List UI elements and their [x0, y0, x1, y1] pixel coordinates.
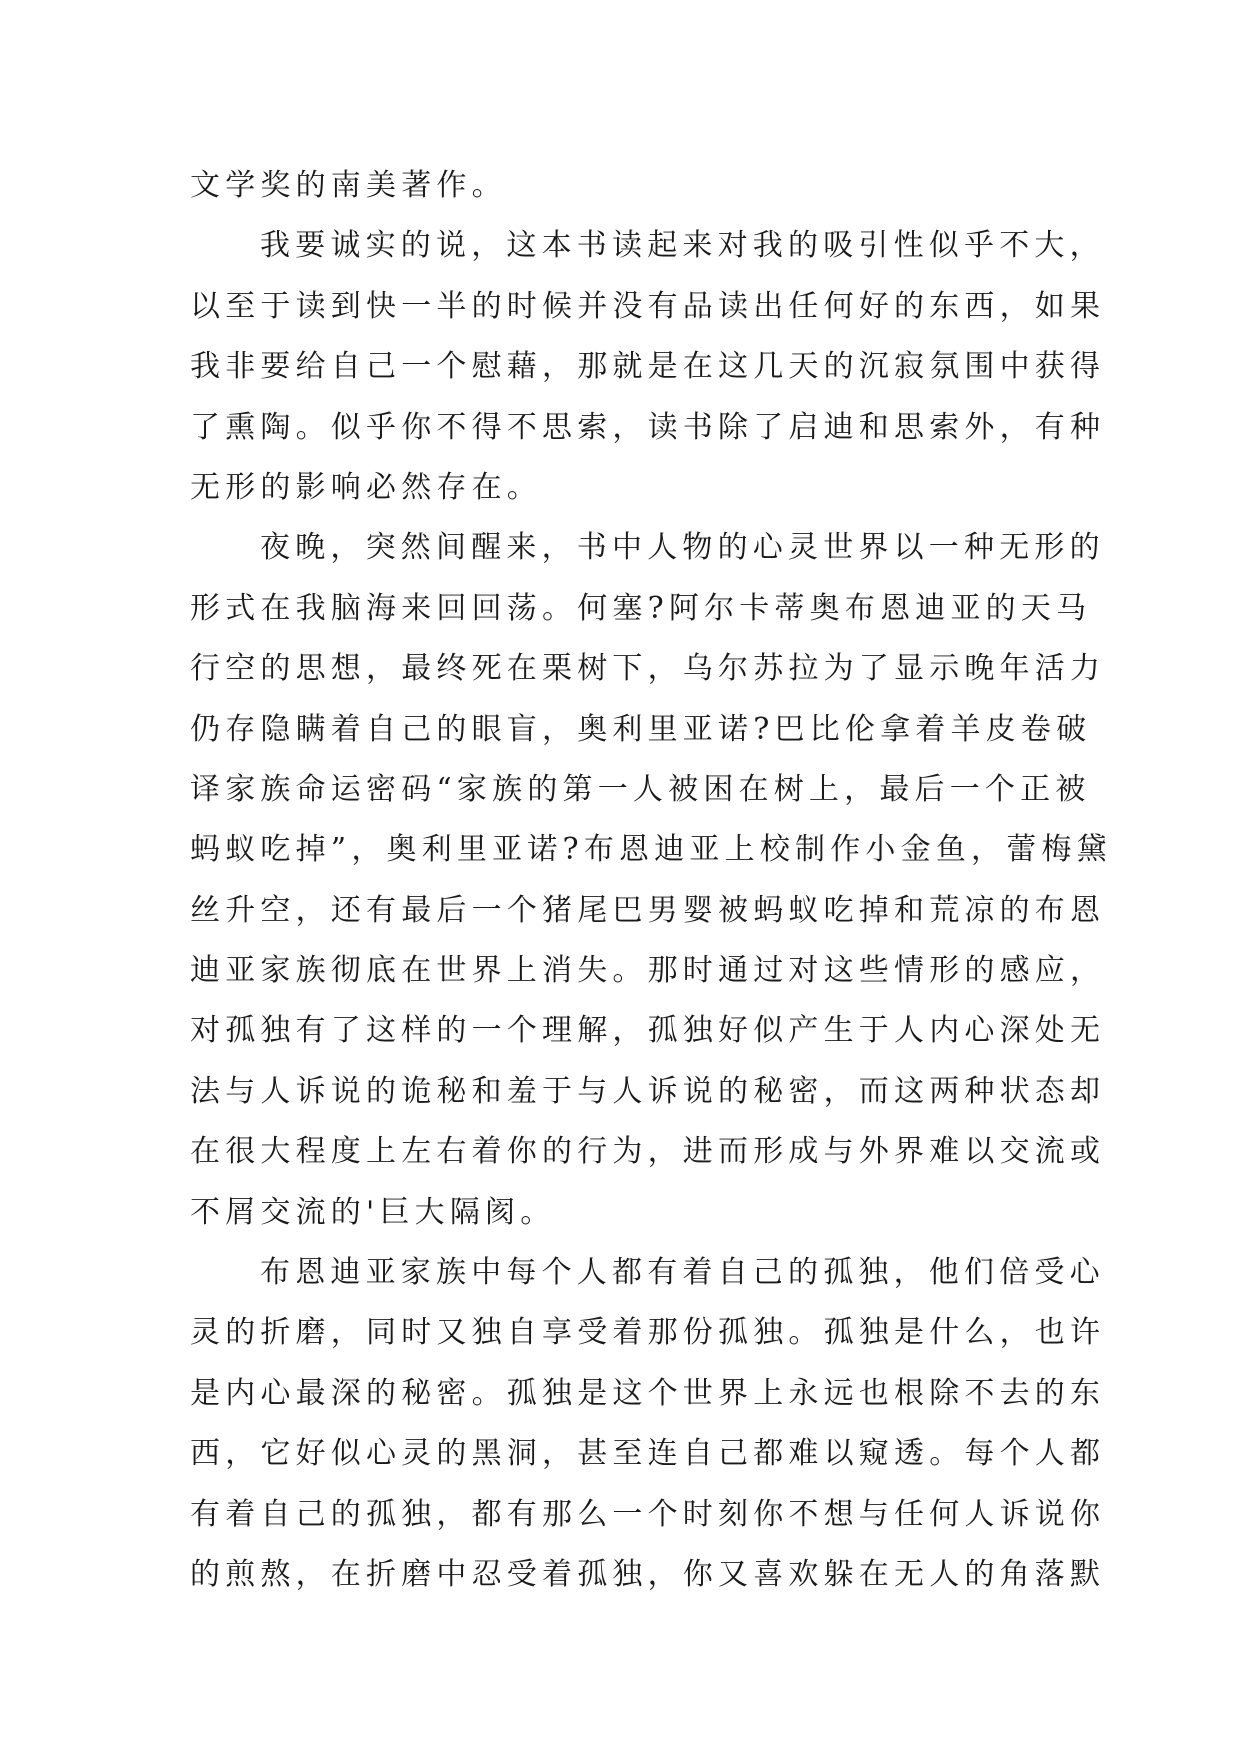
paragraph-first-line: 夜晚，突然间醒来，书中人物的心灵世界以一种无形的 — [260, 530, 1105, 566]
text-line: 以至于读到快一半的时候并没有品读出任何好的东西，如果 — [190, 288, 1106, 324]
text-line: 译家族命运密码“家族的第一人被困在树上，最后一个正被 — [190, 771, 1091, 807]
text-line: 对孤独有了这样的一个理解，孤独好似产生于人内心深处无 — [190, 1013, 1106, 1049]
text-line: 灵的折磨，同时又独自享受着那份孤独。孤独是什么，也许 — [190, 1315, 1106, 1351]
text-line: 法与人诉说的诡秘和羞于与人诉说的秘密，而这两种状态却 — [190, 1073, 1106, 1109]
text-line: 仍存隐瞒着自己的眼盲，奥利里亚诺?巴比伦拿着羊皮卷破 — [190, 711, 1092, 747]
text-line: 丝升空，还有最后一个猪尾巴男婴被蚂蚁吃掉和荒凉的布恩 — [190, 892, 1106, 928]
text-line: 在很大程度上左右着你的行为，进而形成与外界难以交流或 — [190, 1134, 1106, 1170]
text-line: 西，它好似心灵的黑洞，甚至连自己都难以窥透。每个人都 — [190, 1436, 1106, 1472]
text-line: 是内心最深的秘密。孤独是这个世界上永远也根除不去的东 — [190, 1375, 1106, 1411]
text-line: 的煎熬，在折磨中忍受着孤独，你又喜欢躲在无人的角落默 — [190, 1556, 1106, 1592]
paragraph-first-line: 布恩迪亚家族中每个人都有着自己的孤独，他们倍受心 — [260, 1255, 1105, 1291]
text-line: 迪亚家族彻底在世界上消失。那时通过对这些情形的感应， — [190, 953, 1106, 989]
text-line: 蚂蚁吃掉”，奥利里亚诺?布恩迪亚上校制作小金鱼，蕾梅黛 — [190, 832, 1112, 868]
text-line: 行空的思想，最终死在栗树下，乌尔苏拉为了显示晚年活力 — [190, 651, 1106, 687]
text-line: 我非要给自己一个慰藉，那就是在这几天的沉寂氛围中获得 — [190, 349, 1106, 385]
paragraph-first-line: 我要诚实的说，这本书读起来对我的吸引性似乎不大， — [260, 228, 1105, 264]
text-line: 无形的影响必然存在。 — [190, 469, 542, 505]
body-text — [190, 156, 1112, 1605]
text-line: 形式在我脑海来回回荡。何塞?阿尔卡蒂奥布恩迪亚的天马 — [190, 590, 1092, 626]
text-line: 了熏陶。似乎你不得不思索，读书除了启迪和思索外，有种 — [190, 409, 1106, 445]
text-line: 不屑交流的'巨大隔阂。 — [190, 1194, 556, 1230]
text-line: 有着自己的孤独，都有那么一个时刻你不想与任何人诉说你 — [190, 1496, 1106, 1532]
text-line: 文学奖的南美著作。 — [190, 168, 507, 203]
